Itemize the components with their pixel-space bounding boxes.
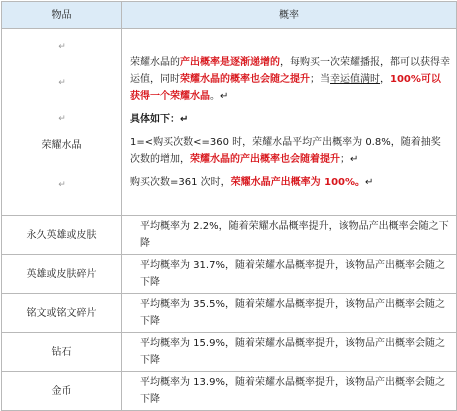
table-row: [2, 216, 457, 255]
item-name: 铭文或铭文碎片: [2, 294, 122, 333]
table-row: [2, 294, 457, 333]
desc-paragraph-4: 购买次数=361 次时，荣耀水晶产出概率为 100%。↵: [130, 176, 374, 188]
rate-text: 平均概率为 15.9%，随着荣耀水晶概率提升，该物品产出概率会随之下降: [122, 333, 457, 372]
table-row: [2, 372, 457, 411]
desc-paragraph-2: 具体如下：↵: [130, 113, 189, 125]
paragraph-marks-bottom: [2, 155, 121, 215]
item-name: 荣耀水晶: [41, 140, 82, 151]
rate-text: 平均概率为 31.7%，随着荣耀水晶概率提升，该物品产出概率会随之下降: [122, 255, 457, 294]
item-name: 金币: [2, 372, 122, 411]
paragraph-mark: ↵: [58, 78, 66, 88]
header-rate: 概率: [122, 2, 457, 29]
table-row: [2, 255, 457, 294]
rate-text: 平均概率为 2.2%，随着荣耀水晶概率提升，该物品产出概率会随之下降: [122, 216, 457, 255]
table-header-row: [2, 2, 457, 29]
paragraph-mark: ↵: [58, 180, 66, 190]
paragraph-mark: ↵: [58, 42, 66, 52]
item-name: 永久英雄或皮肤: [2, 216, 122, 255]
item-name: 钻石: [2, 333, 122, 372]
desc-paragraph-3: 1=<购买次数<=360 时，荣耀水晶平均产出概率为 0.8%，随着抽奖次数的增加，荣耀水晶的产出概率也会随着提升；↵: [130, 136, 441, 165]
rate-text: 平均概率为 13.9%，随着荣耀水晶概率提升，该物品产出概率会随之下降: [122, 372, 457, 411]
item-cell: [2, 29, 122, 216]
paragraph-marks-top: [2, 29, 121, 137]
desc-paragraph-1: 荣耀水晶的产出概率是逐渐递增的，每购买一次荣耀播报，都可以获得幸运值，同时荣耀水晶的概率也会随之提升；当幸运值满时，100%可以获得一个荣耀水晶。↵: [130, 56, 450, 102]
paragraph-mark: ↵: [58, 114, 66, 124]
header-item: 物品: [2, 2, 122, 29]
item-name: 英雄或皮肤碎片: [2, 255, 122, 294]
probability-table: [1, 1, 457, 411]
table-row-glory-crystal: [2, 29, 457, 216]
table-row: [2, 333, 457, 372]
rate-text: 平均概率为 35.5%，随着荣耀水晶概率提升，该物品产出概率会随之下降: [122, 294, 457, 333]
rate-description: [122, 29, 457, 216]
